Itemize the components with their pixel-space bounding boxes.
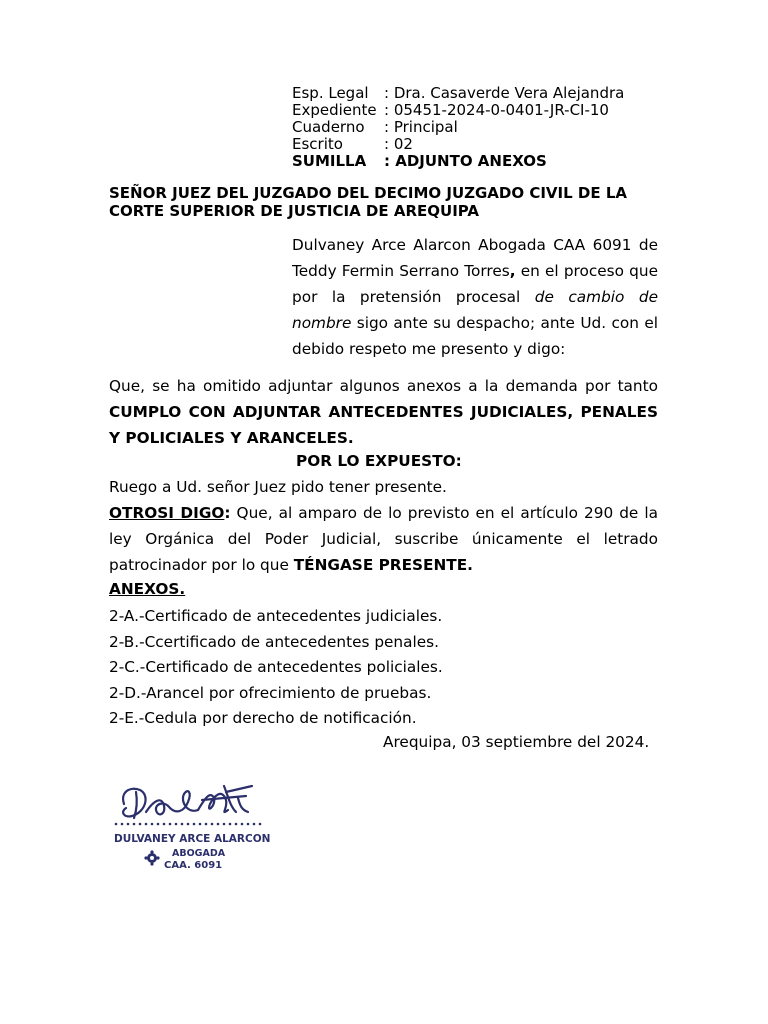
anexos-title: ANEXOS. (109, 580, 186, 598)
body-p1-bold: CUMPLO CON ADJUNTAR ANTECEDENTES JUDICIALES, PENALES Y POLICIALES Y ARANCELES. (109, 403, 658, 447)
body-p1-normal: Que, se ha omitido adjuntar algunos anexos a la demanda por tanto (109, 377, 658, 395)
escrito-value: : 02 (384, 135, 413, 153)
sumilla-value: : ADJUNTO ANEXOS (384, 152, 547, 170)
sumilla-label: SUMILLA (292, 152, 367, 170)
anexo-item: 2-C.-Certificado de antecedentes policiales. (109, 658, 443, 676)
expediente-label: Expediente (292, 101, 377, 119)
stamp-reg: CAA. 6091 (164, 860, 223, 871)
intro-part1: Dulvaney Arce Alarcon Abogada CAA 6091 de Teddy Fermin Serrano Torres (292, 236, 658, 280)
anexo-item: 2-E.-Cedula por derecho de notificación. (109, 709, 417, 727)
otrosi-label: OTROSI DIGO (109, 504, 225, 522)
cuaderno-value: : Principal (384, 118, 458, 136)
date-line: Arequipa, 03 septiembre del 2024. (383, 733, 650, 751)
anexo-item: 2-B.-Ccertificado de antecedentes penales. (109, 632, 439, 651)
addressee-heading: SEÑOR JUEZ DEL JUZGADO DEL DECIMO JUZGADO CIVIL DE LA CORTE SUPERIOR DE JUSTICIA DE AREQUIPA (109, 184, 627, 220)
expediente-value: : 05451-2024-0-0401-JR-CI-10 (384, 101, 609, 119)
otrosi-text: Que, al amparo de lo previsto en el artículo 290 de la ley Orgánica del Poder Judicial, suscribe únicamente el letrado patrocinador por lo que (109, 504, 658, 574)
stamp-role: ABOGADA (172, 848, 226, 859)
stamp-name: DULVANEY ARCE ALARCON (114, 833, 271, 845)
esp-legal-label: Esp. Legal (292, 84, 369, 102)
anexo-item: 2-D.-Arancel por ofrecimiento de pruebas. (109, 683, 432, 702)
intro-part3: sigo ante su despacho; ante Ud. con el debido respeto me presento y digo: (292, 314, 658, 358)
intro-comma: , (509, 262, 516, 280)
esp-legal-value: : Dra. Casaverde Vera Alejandra (384, 84, 625, 102)
intro-part2: en el proceso que por la pretensión procesal (292, 262, 658, 306)
otrosi-paragraph (109, 500, 658, 578)
case-header (292, 85, 624, 170)
ruego-line: Ruego a Ud. señor Juez pido tener presente. (109, 478, 447, 496)
por-lo-expuesto: POR LO EXPUESTO: (296, 452, 462, 470)
stamp-emblem-icon (144, 850, 159, 865)
intro-italic: de cambio de nombre (292, 288, 658, 332)
anexos-list (109, 604, 443, 732)
otrosi-colon: : (224, 504, 231, 522)
cuaderno-label: Cuaderno (292, 118, 365, 136)
intro-paragraph (292, 232, 658, 362)
body-paragraph-1 (109, 373, 658, 451)
otrosi-bold: TÉNGASE PRESENTE. (293, 556, 473, 574)
escrito-label: Escrito (292, 135, 343, 153)
stamp-dots (115, 823, 262, 826)
anexo-item: 2-A.-Certificado de antecedentes judiciales. (109, 607, 443, 625)
signature-stamp (106, 778, 278, 874)
handwritten-signature (123, 786, 252, 818)
